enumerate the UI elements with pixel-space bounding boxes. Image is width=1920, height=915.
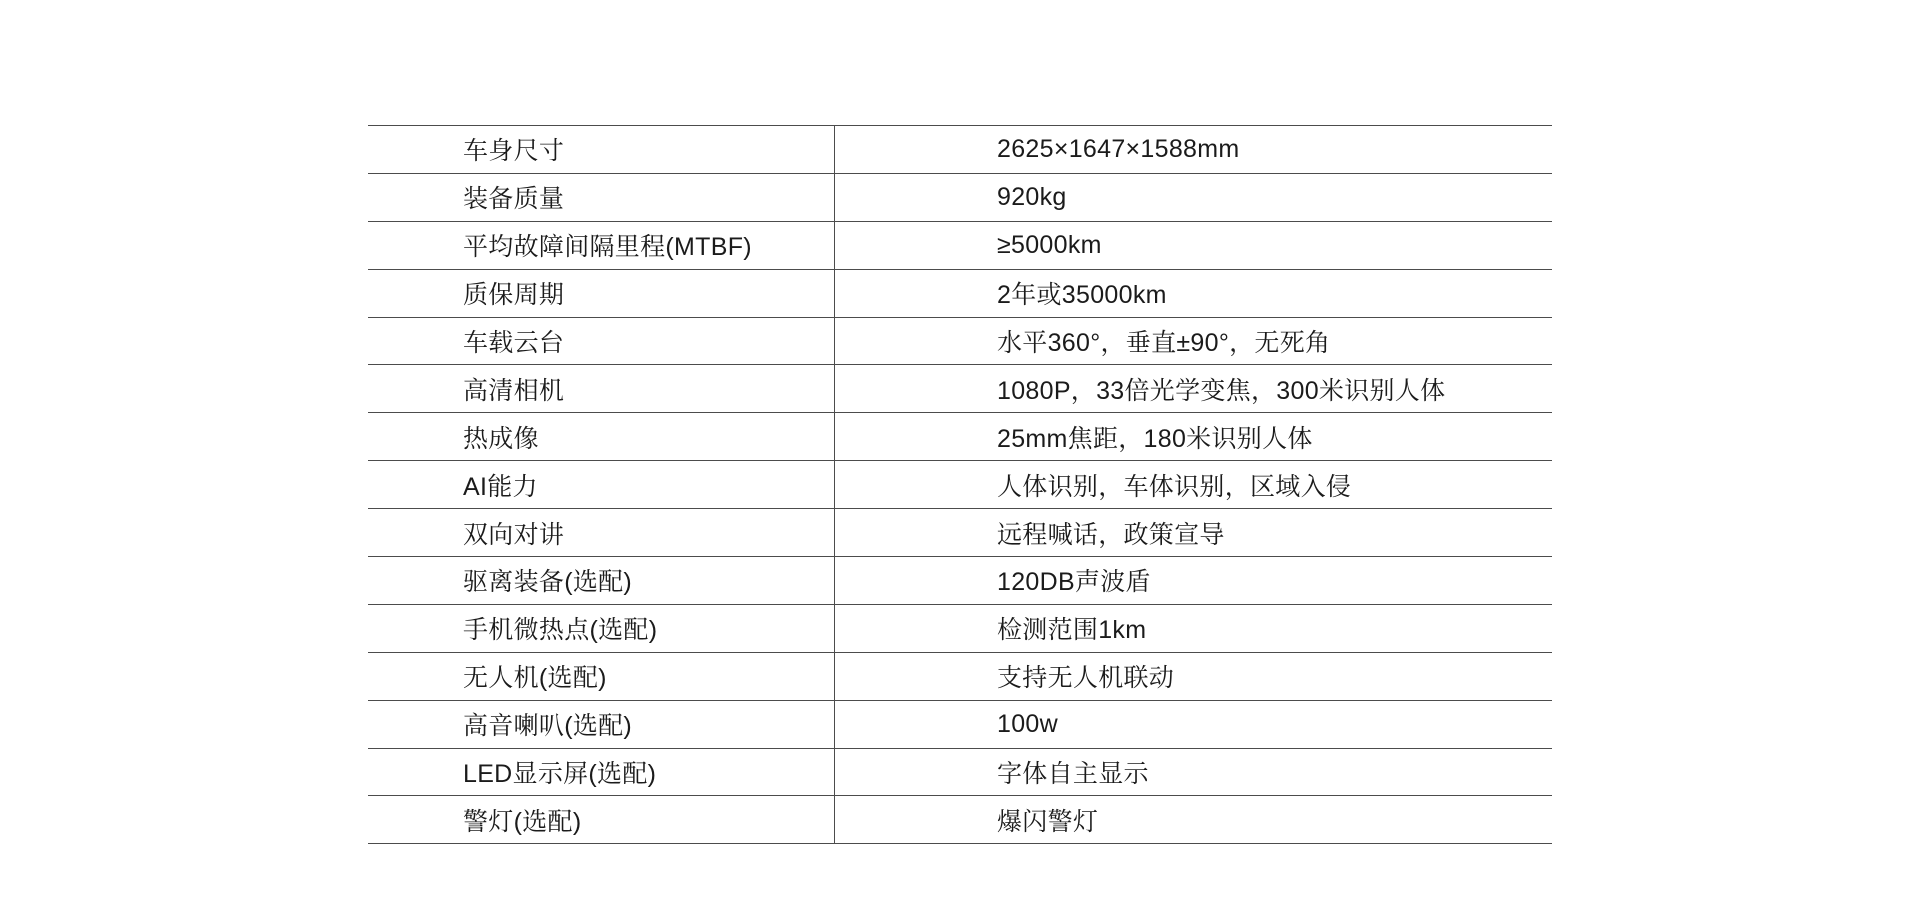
spec-label: 装备质量	[463, 185, 565, 214]
spec-label: 驱离装备(选配)	[463, 568, 633, 597]
spec-label: 平均故障间隔里程(MTBF)	[463, 233, 752, 262]
spec-value: 支持无人机联动	[834, 653, 1552, 700]
table-row	[368, 173, 1552, 221]
table-row	[368, 508, 1552, 556]
spec-value: 远程喊话，政策宣导	[834, 509, 1552, 556]
spec-label: AI能力	[463, 472, 538, 501]
table-row	[368, 556, 1552, 604]
spec-label: 手机微热点(选配)	[463, 616, 658, 645]
spec-value: 水平360°，垂直±90°，无死角	[834, 318, 1552, 365]
spec-value: 字体自主显示	[834, 749, 1552, 796]
spec-label: LED显示屏(选配)	[463, 760, 657, 789]
spec-value: 100w	[834, 701, 1552, 748]
spec-value: ≥5000km	[834, 222, 1552, 269]
table-row	[368, 748, 1552, 796]
table-row	[368, 604, 1552, 652]
spec-label: 警灯(选配)	[463, 807, 582, 836]
spec-value: 人体识别，车体识别，区域入侵	[834, 461, 1552, 508]
spec-label: 高清相机	[463, 376, 565, 405]
spec-value: 25mm焦距，180米识别人体	[834, 413, 1552, 460]
table-row	[368, 125, 1552, 173]
product-spec-table	[368, 125, 1552, 844]
spec-value: 2625×1647×1588mm	[834, 126, 1552, 173]
spec-value: 2年或35000km	[834, 270, 1552, 317]
spec-value: 爆闪警灯	[834, 796, 1552, 843]
table-row	[368, 460, 1552, 508]
spec-label: 质保周期	[463, 281, 565, 310]
table-row	[368, 652, 1552, 700]
table-row	[368, 700, 1552, 748]
spec-label: 无人机(选配)	[463, 664, 607, 693]
spec-label: 双向对讲	[463, 520, 565, 549]
table-row	[368, 317, 1552, 365]
table-row	[368, 221, 1552, 269]
spec-label: 热成像	[463, 424, 539, 453]
spec-label: 车载云台	[463, 329, 565, 357]
spec-label: 车身尺寸	[463, 137, 565, 166]
spec-value: 920kg	[834, 174, 1552, 221]
spec-value: 1080P，33倍光学变焦，300米识别人体	[834, 365, 1552, 412]
spec-value: 检测范围1km	[834, 605, 1552, 652]
table-row	[368, 795, 1552, 843]
spec-value: 120DB声波盾	[834, 557, 1552, 604]
table-row	[368, 364, 1552, 412]
spec-label: 高音喇叭(选配)	[463, 712, 633, 741]
table-row	[368, 269, 1552, 317]
table-row	[368, 412, 1552, 460]
